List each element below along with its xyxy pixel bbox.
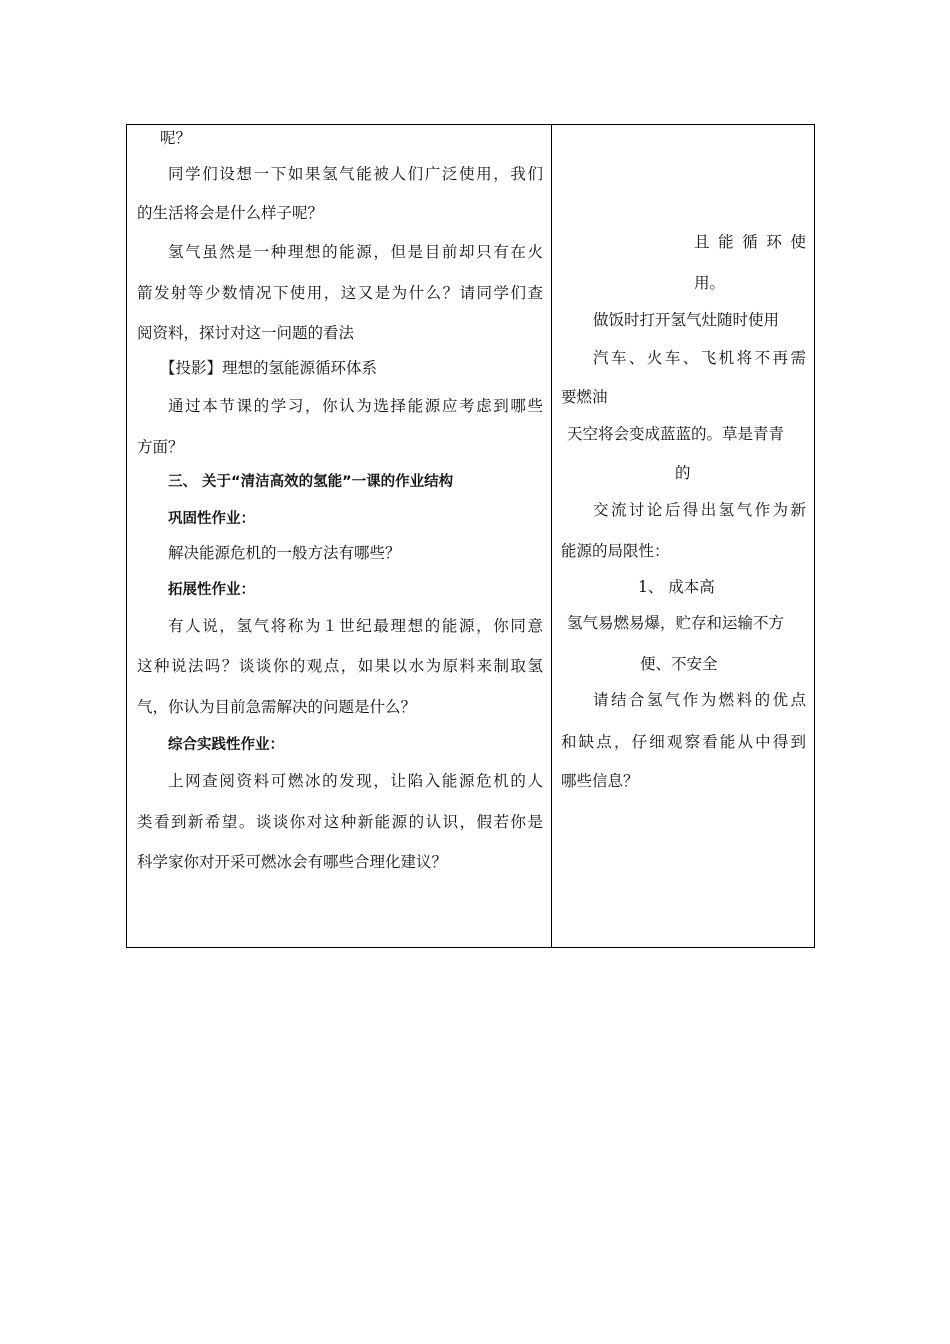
text-line: 方面？ [137, 438, 184, 456]
subheading-consolidation: 巩固性作业： [168, 511, 255, 527]
text-line: 的 [675, 464, 691, 482]
text-line: 类看到新希望。谈谈你对这种新能源的认识，假若你是 [137, 813, 543, 831]
text-line: 解决能源危机的一般方法有哪些？ [168, 544, 401, 562]
text-line: 天空将会变成蓝蓝的。草是青青 [567, 425, 785, 443]
text-line: 请结合氢气作为燃料的优点 [593, 691, 806, 709]
text-line: 交流讨论后得出氢气作为新 [593, 501, 806, 519]
text-line: 要燃油 [561, 388, 608, 406]
text-line: 同学们设想一下如果氢气能被人们广泛使用，我们 [168, 165, 543, 183]
text-line: 箭发射等少数情况下使用，这又是为什么？请同学们查 [137, 284, 543, 302]
column-divider [551, 124, 552, 948]
text-line: 能源的局限性： [561, 542, 670, 560]
text-line: 这种说法吗？谈谈你的观点，如果以水为原料来制取氢 [137, 657, 543, 675]
subheading-practice: 综合实践性作业： [168, 737, 284, 753]
text-line: 且 能 循 环 使 [694, 233, 806, 251]
section-heading: 三、 关于“清洁高效的氢能”一课的作业结构 [168, 474, 454, 490]
text-line: 氢气易燃易爆，贮存和运输不方 [567, 614, 785, 632]
text-line: 用。 [694, 274, 726, 292]
text-line: 上网查阅资料可燃冰的发现，让陷入能源危机的人 [168, 772, 543, 790]
text-line: 气，你认为目前急需解决的问题是什么？ [137, 698, 417, 716]
text-line: 【投影】理想的氢能源循环体系 [160, 359, 378, 377]
text-line: 通过本节课的学习，你认为选择能源应考虑到哪些 [168, 397, 543, 415]
text-line: 汽车、火车、飞机将不再需 [593, 349, 806, 367]
text-line: 做饭时打开氢气灶随时使用 [593, 311, 780, 329]
text-line: 便、不安全 [640, 655, 718, 673]
text-line: 氢气虽然是一种理想的能源，但是目前却只有在火 [168, 243, 543, 261]
text-line: 呢？ [160, 129, 192, 147]
text-line: 1、 成本高 [638, 578, 715, 596]
text-line: 科学家你对开采可燃冰会有哪些合理化建议？ [137, 853, 448, 871]
text-line: 哪些信息？ [561, 772, 639, 790]
text-line: 和缺点，仔细观察看能从中得到 [561, 733, 806, 751]
subheading-extension: 拓展性作业： [168, 582, 255, 598]
text-line: 有人说，氢气将称为１世纪最理想的能源，你同意 [168, 617, 543, 635]
text-line: 阅资料，探讨对这一问题的看法 [137, 324, 355, 342]
text-line: 的生活将会是什么样子呢？ [137, 204, 324, 222]
